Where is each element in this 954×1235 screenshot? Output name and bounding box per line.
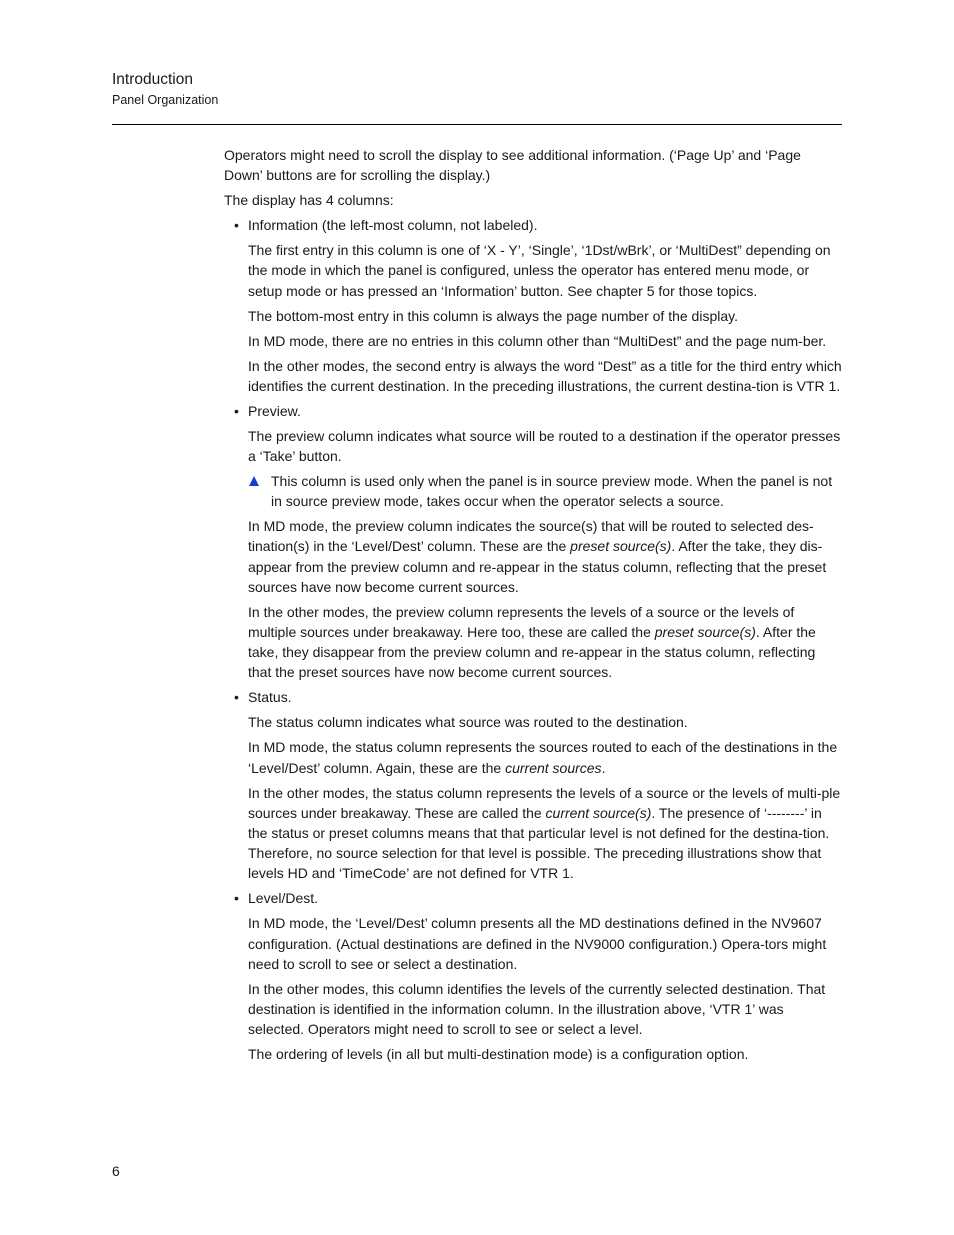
bullet-status xyxy=(224,687,842,707)
bullet-label: Preview. xyxy=(248,402,301,419)
note-text: This column is used only when the panel is in source preview mode. When the panel is not in source preview mode, takes occur when the operator selects a source. xyxy=(271,473,833,510)
intro-paragraph-columns: The display has 4 columns: xyxy=(224,192,394,209)
bullet-dot: • xyxy=(234,402,239,419)
running-header-subtitle: Panel Organization xyxy=(112,93,219,107)
header-divider xyxy=(112,124,842,125)
bullet-label: Status. xyxy=(248,689,292,706)
preview-paragraph: In the other modes, the preview column represents the levels of a source or the levels of multiple sources under breakaway. Here too, these are called the preset source(s). After the take, they disappear from the preview column and re-appear in the status column, reflecting that the preset sources have now become current sources. xyxy=(248,603,816,681)
status-paragraph: In MD mode, the status column represents the sources routed to each of the destinations in the ‘Level/Dest’ column. Again, these are the current sources. xyxy=(248,739,838,776)
preview-paragraph: The preview column indicates what source will be routed to a destination if the operator presses a ‘Take’ button. xyxy=(248,427,841,465)
level-dest-paragraph: In MD mode, the ‘Level/Dest’ column presents all the MD destinations defined in the NV9607 configuration. (Actual destinations are defined in the NV9000 configuration.) Opera-tors might need to scroll to see or select a destination. xyxy=(248,915,827,972)
level-dest-paragraph: The ordering of levels (in all but multi-destination mode) is a configuration option. xyxy=(248,1046,749,1063)
bullet-dot: • xyxy=(234,890,239,907)
bullet-information xyxy=(224,215,842,235)
bullet-label: Information (the left-most column, not labeled). xyxy=(248,217,538,234)
warning-triangle-icon xyxy=(249,476,259,486)
page-number: 6 xyxy=(112,1163,120,1179)
bullet-label: Level/Dest. xyxy=(248,890,319,907)
body-content xyxy=(224,145,842,1069)
information-paragraph: The bottom-most entry in this column is always the page number of the display. xyxy=(248,307,738,324)
intro-paragraph-scroll: Operators might need to scroll the display to see additional information. (‘Page Up’ and ‘Page Down’ buttons are for scrolling the display.) xyxy=(224,147,801,184)
status-paragraph: In the other modes, the status column represents the levels of a source or the levels of multi-ple sources under breakaway. These are called the current source(s). The presence of ‘--------’ in the status or preset columns means that that particular level is not defined for the destina-tion. Therefore, no source selection for that level is possible. The preceding illustrations show that levels HD and ‘TimeCode’ are not defined for VTR 1. xyxy=(248,784,841,882)
preview-note xyxy=(224,471,842,511)
information-paragraph: The first entry in this column is one of ‘X - Y’, ‘Single’, ‘1Dst/wBrk’, or ‘MultiDest” depending on the mode in which the panel is configured, unless the operator has entered menu mode, or setup mode or has pressed an ‘Information’ button. See chapter 5 for those topics. xyxy=(248,242,831,299)
information-paragraph: In the other modes, the second entry is always the word “Dest” as a title for the third entry which identifies the current destination. In the preceding illustrations, the current destina-tion is VTR 1. xyxy=(248,357,842,394)
bullet-dot: • xyxy=(234,217,239,234)
status-paragraph: The status column indicates what source was routed to the destination. xyxy=(248,714,688,731)
level-dest-paragraph: In the other modes, this column identifies the levels of the currently selected destination. That destination is identified in the information column. In the illustration above, ‘VTR 1’ was selected. Operators might need to scroll to see or select a level. xyxy=(248,980,826,1038)
bullet-level-dest xyxy=(224,888,842,908)
bullet-dot: • xyxy=(234,689,239,706)
running-header-title: Introduction xyxy=(112,71,193,88)
bullet-preview xyxy=(224,401,842,421)
information-paragraph: In MD mode, there are no entries in this column other than “MultiDest” and the page num-ber. xyxy=(248,332,827,349)
preview-paragraph: In MD mode, the preview column indicates the source(s) that will be routed to selected des-tination(s) in the ‘Level/Dest’ column. These are the preset source(s). After the take, they dis-appear from the preview column and re-appear in the status column, reflecting that the preset sources have now become current sources. xyxy=(248,518,827,595)
